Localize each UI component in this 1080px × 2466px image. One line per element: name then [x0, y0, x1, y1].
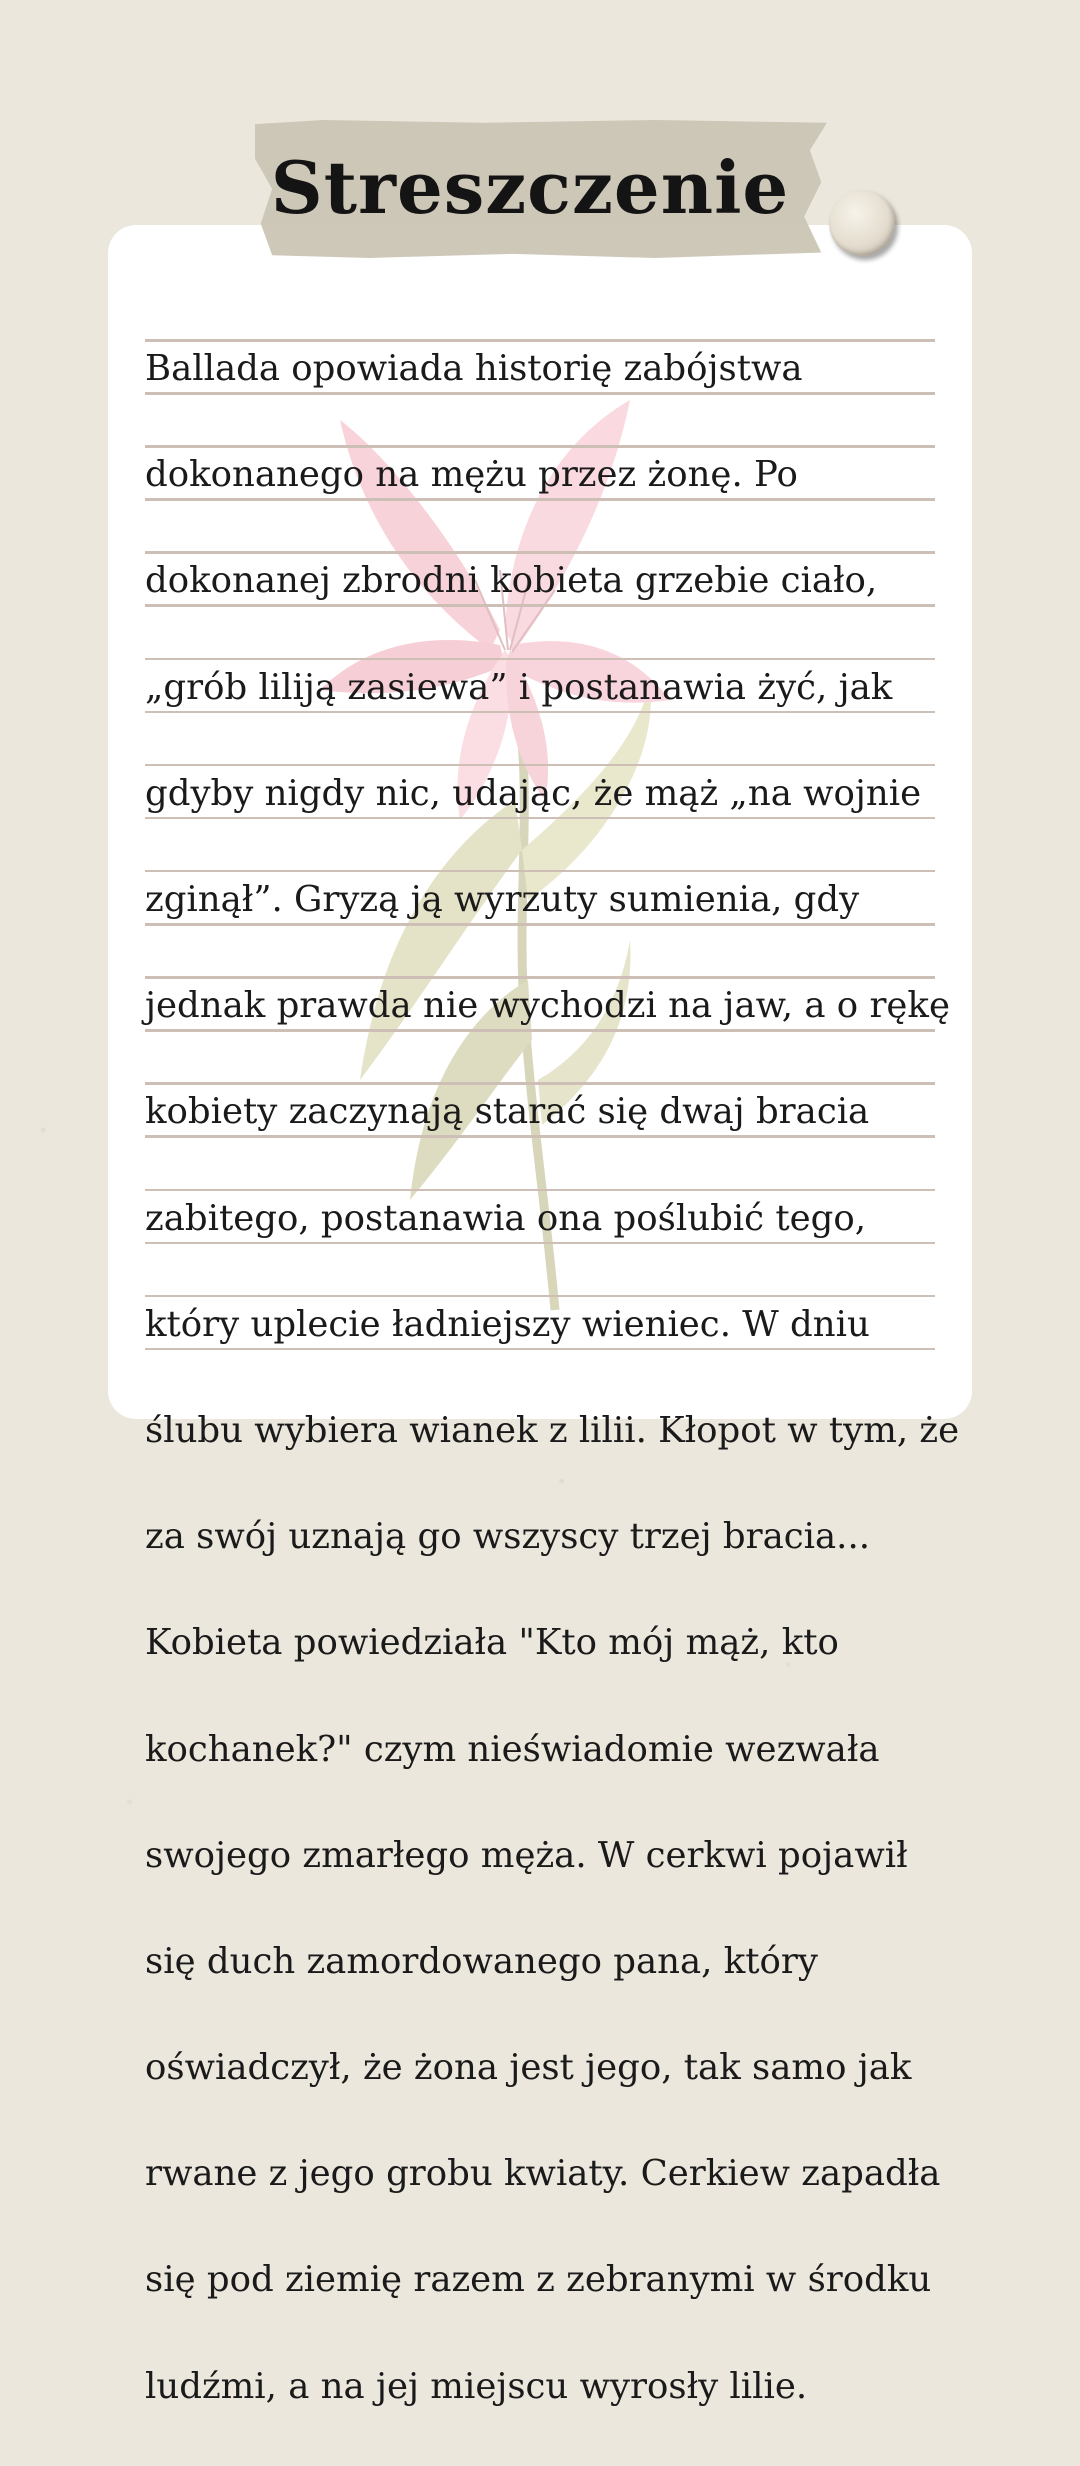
pushpin-icon — [829, 190, 895, 256]
text-line: dokonanej zbrodni kobieta grzebie ciało, — [145, 560, 878, 602]
text-line: rwane z jego grobu kwiaty. Cerkiew zapadła — [145, 2153, 941, 2195]
text-line: się duch zamordowanego pana, który — [145, 1940, 818, 1982]
text-line: zginął”. Gryzą ją wyrzuty sumienia, gdy — [145, 879, 860, 921]
text-line: dokonanego na mężu przez żonę. Po — [145, 454, 798, 496]
text-line: jednak prawda nie wychodzi na jaw, a o rękę — [145, 985, 950, 1027]
text-line: gdyby nigdy nic, udając, że mąż „na wojnie — [145, 772, 922, 814]
text-line: oświadczył, że żona jest jego, tak samo jak — [145, 2047, 912, 2089]
text-line: swojego zmarłego męża. W cerkwi pojawił — [145, 1834, 908, 1876]
summary-text — [145, 289, 975, 2466]
text-line: kochanek?" czym nieświadomie wezwała — [145, 1728, 880, 1770]
text-line: Ballada opowiada historię zabójstwa — [145, 348, 803, 390]
text-line: kobiety zaczynają starać się dwaj bracia — [145, 1091, 870, 1133]
text-line: ludźmi, a na jej miejscu wyrosły lilie. — [145, 2365, 808, 2407]
text-line: za swój uznają go wszyscy trzej bracia... — [145, 1516, 871, 1558]
text-line: „grób liliją zasiewa” i postanawia żyć, jak — [145, 666, 893, 708]
text-line: zabitego, postanawia ona poślubić tego, — [145, 1197, 866, 1239]
text-line: się pod ziemię razem z zebranymi w środku — [145, 2259, 932, 2301]
text-line: ślubu wybiera wianek z lilii. Kłopot w tym, że — [145, 1409, 960, 1451]
text-line: który uplecie ładniejszy wieniec. W dniu — [145, 1303, 870, 1345]
text-line: Kobieta powiedziała "Kto mój mąż, kto — [145, 1622, 839, 1664]
page-title: Streszczenie — [270, 145, 790, 230]
